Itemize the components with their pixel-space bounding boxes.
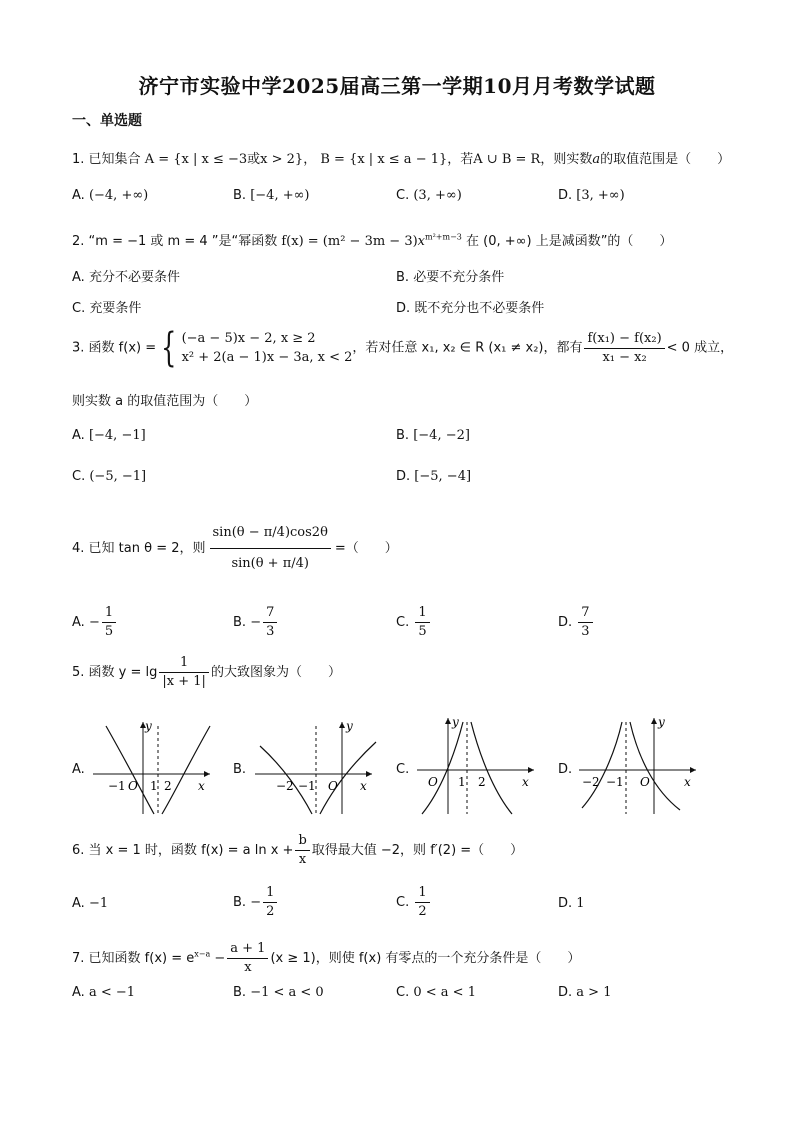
q4-option-a[interactable]: A. − $\frac{1}{5}$ [72, 604, 118, 641]
tick-label: 2 [478, 775, 486, 789]
q2-option-a[interactable]: A. 充分不必要条件 [72, 270, 180, 285]
svg-text:y: y [145, 719, 152, 733]
tick-label: −2 [582, 775, 600, 789]
tick-label: −1 [606, 775, 624, 789]
question-7: 7. 已知函数 $f(x) = e^{x-a}$ − $\frac{a + 1}{x}$ (x ≥ 1)，则使 f(x) 有零点的一个充分条件是（ ） [72, 941, 581, 975]
q4-option-c[interactable]: C. $\frac{1}{5}$ [396, 604, 432, 641]
q6-option-a[interactable]: A. −1 [72, 896, 109, 911]
q3-option-d[interactable]: D. [−5, −4] [396, 469, 472, 484]
svg-text:y: y [658, 715, 665, 729]
question-5: 5. 函数 y = lg $\frac{1}{|x + 1|}$ 的大致图象为（ ） [72, 655, 341, 689]
question-6: 6. 当 x = 1 时，函数 f(x) = a ln x + $\frac{b}{x}$ 取得最大值 −2，则 f′(2) =（ ） [72, 833, 524, 867]
q5-option-c[interactable]: C. [396, 762, 410, 777]
q3-option-a[interactable]: A. [−4, −1] [72, 428, 146, 443]
question-3-line2: 则实数 a 的取值范围为（ ） [72, 394, 258, 409]
svg-text:x: x [360, 779, 367, 793]
tick-label: 2 [164, 779, 172, 793]
tick-label: −1 [108, 779, 126, 793]
q1-option-b[interactable]: B. [−4, +∞) [233, 188, 310, 203]
q3-option-c[interactable]: C. (−5, −1] [72, 469, 147, 484]
section-heading: 一、单选题 [72, 113, 142, 129]
q2-option-b[interactable]: B. 必要不充分条件 [396, 270, 505, 285]
q7-option-d[interactable]: D. a > 1 [558, 985, 612, 1000]
question-4: 4. 已知 tan θ = 2，则 $\frac{\sin(\theta - \pi/4)\cos 2\theta}{\sin(\theta + \pi/4)}$ =（ ） [72, 518, 398, 579]
tick-label: O [640, 775, 650, 789]
q1-option-d[interactable]: D. [3, +∞) [558, 188, 625, 203]
tick-label: O [428, 775, 438, 789]
svg-text:y: y [346, 719, 353, 733]
q1-option-c[interactable]: C. (3, +∞) [396, 188, 462, 203]
svg-text:x: x [684, 775, 691, 789]
svg-text:x: x [198, 779, 205, 793]
tick-label: O [328, 779, 338, 793]
q5-option-b[interactable]: B. [233, 762, 247, 777]
q5-option-d[interactable]: D. [558, 762, 573, 777]
q5-graph-d [574, 712, 704, 816]
tick-label: O [128, 779, 138, 793]
q4-option-b[interactable]: B. − $\frac{7}{3}$ [233, 604, 279, 641]
tick-label: −2 [276, 779, 294, 793]
q2-option-c[interactable]: C. 充要条件 [72, 301, 142, 316]
q1-option-a[interactable]: A. (−4, +∞) [72, 188, 149, 203]
q5-graph-c [412, 712, 542, 816]
tick-label: 1 [150, 779, 158, 793]
tick-label: −1 [298, 779, 316, 793]
q7-option-c[interactable]: C. 0 < a < 1 [396, 985, 476, 1000]
page-title: 济宁市实验中学2025届高三第一学期10月月考数学试题 [138, 74, 656, 98]
q5-graph-a [88, 716, 218, 816]
q6-option-c[interactable]: C. $\frac{1}{2}$ [396, 884, 432, 921]
q5-graph-b [250, 716, 380, 816]
q5-option-a[interactable]: A. [72, 762, 85, 777]
question-1: 1. 已知集合 A = {x | x ≤ −3或x > 2}， B = {x | x ≤ a − 1}，若A ∪ B = R，则实数a的取值范围是（ ） [72, 152, 731, 167]
question-3: 3. 函数 f(x) = { (−a − 5)x − 2, x ≥ 2 x² + 2(a − 1)x − 3a, x < 2 ，若对任意 x₁, x₂ ∈ R (x₁ ≠ x₂)，都有 $\frac{\text{f(x₁) − f(x₂)}}{\text{x₁ − x₂}}$ < 0 成立， [72, 325, 734, 371]
q3-option-b[interactable]: B. [−4, −2] [396, 428, 470, 443]
tick-label: 1 [458, 775, 466, 789]
q2-option-d[interactable]: D. 既不充分也不必要条件 [396, 301, 545, 316]
q6-option-d[interactable]: D. 1 [558, 896, 585, 911]
q6-option-b[interactable]: B. − $\frac{1}{2}$ [233, 884, 279, 921]
q7-option-a[interactable]: A. a < −1 [72, 985, 136, 1000]
svg-text:y: y [452, 715, 459, 729]
q4-option-d[interactable]: D. $\frac{7}{3}$ [558, 604, 595, 641]
question-2: 2. “m = −1 或 m = 4 ”是“幂函数 $f(x) = (m^2 - 3m - 3)x^{m^2+m-3}$ 在 (0, +∞) 上是减函数”的（ ） [72, 232, 673, 249]
svg-text:x: x [522, 775, 529, 789]
q7-option-b[interactable]: B. −1 < a < 0 [233, 985, 324, 1000]
